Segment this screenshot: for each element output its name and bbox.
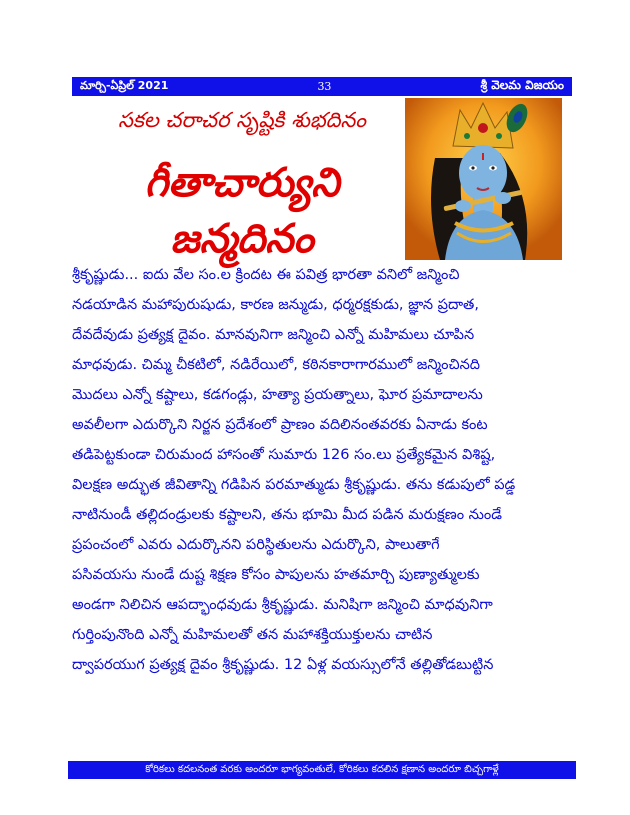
footer-quote: కోరికలు కదలనంత వరకు అందరూ భాగ్యవంతులే, కోరికలు కదలిన క్షణాన అందరూ బిచ్చగాళ్లే xyxy=(145,764,499,775)
issue-date: మార్చి-ఏప్రిల్ 2021 xyxy=(80,78,169,92)
body-line: దేవదేవుడు ప్రత్యక్ష దైవం. మానవునిగా జన్మించి ఎన్నో మహిమలు చూపిన xyxy=(72,327,475,343)
article-subtitle: సకల చరాచర సృష్టికి శుభదినం xyxy=(118,108,366,132)
article-body xyxy=(72,260,574,680)
body-line: మాధవుడు. చిమ్మ చీకటిలో, నడిరేయిలో, కఠినకారాగారములో జన్మించినది xyxy=(72,357,481,373)
body-line: మొదలు ఎన్నో కష్టాలు, కడగండ్లు, హత్యా ప్రయత్నాలు, ఘోర ప్రమాదాలను xyxy=(72,387,483,403)
body-line: ద్వాపరయుగ ప్రత్యక్ష దైవం శ్రీకృష్ణుడు. 12 ఏళ్ల వయస్సులోనే తల్లితోడబుట్టిన xyxy=(72,657,494,673)
footer-quote-banner xyxy=(68,761,576,779)
body-line: నాటినుండీ తల్లిదండ్రులకు కష్టాలని, తను భూమి మీద పడిన మరుక్షణం నుండే xyxy=(72,507,502,523)
body-line: శ్రీకృష్ణుడు... ఐదు వేల సం.ల క్రిందట ఈ పవిత్ర భారతా వనిలో జన్మించి xyxy=(72,267,460,283)
body-line: అండగా నిలిచిన ఆపద్భాంధవుడు శ్రీకృష్ణుడు. మనిషిగా జన్మించి మాధవునిగా xyxy=(72,597,493,613)
page-header-banner xyxy=(72,77,572,96)
article-title: గీతాచార్యుని జన్మదినం xyxy=(144,160,340,262)
body-line: గుర్తింపునొంది ఎన్నో మహిమలతో తన మహాశక్తియుక్తులను చాటిన xyxy=(72,627,433,643)
krishna-portrait-image xyxy=(405,98,562,260)
page-number: 33 xyxy=(317,80,332,93)
body-line: విలక్షణ అద్భుత జీవితాన్ని గడిపిన పరమాత్ముడు శ్రీకృష్ణుడు. తను కడుపులో పడ్డ xyxy=(72,477,516,493)
magazine-name: శ్రీ వెలమ విజయం xyxy=(480,78,564,92)
body-line: పసివయసు నుండే దుష్ట శిక్షణ కోసం పాపులను హతమార్చి పుణ్యాత్ములకు xyxy=(72,567,480,583)
body-line: తడిపెట్టకుండా చిరుమంద హాసంతో సుమారు 126 సం.లు ప్రత్యేకమైన విశిష్ట, xyxy=(72,447,496,463)
body-line: ప్రపంచంలో ఎవరు ఎదుర్కొనని పరిస్థితులను ఎదుర్కొని, పాలుతాగే xyxy=(72,537,440,553)
body-line: నడయాడిన మహాపురుషుడు, కారణ జన్ముడు, ధర్మరక్షకుడు, జ్ఞాన ప్రదాత, xyxy=(72,297,479,313)
body-line: అవలీలగా ఎదుర్కొని నిర్జన ప్రదేశంలో ప్రాణం వదిలినంతవరకు ఏనాడు కంట xyxy=(72,417,488,433)
